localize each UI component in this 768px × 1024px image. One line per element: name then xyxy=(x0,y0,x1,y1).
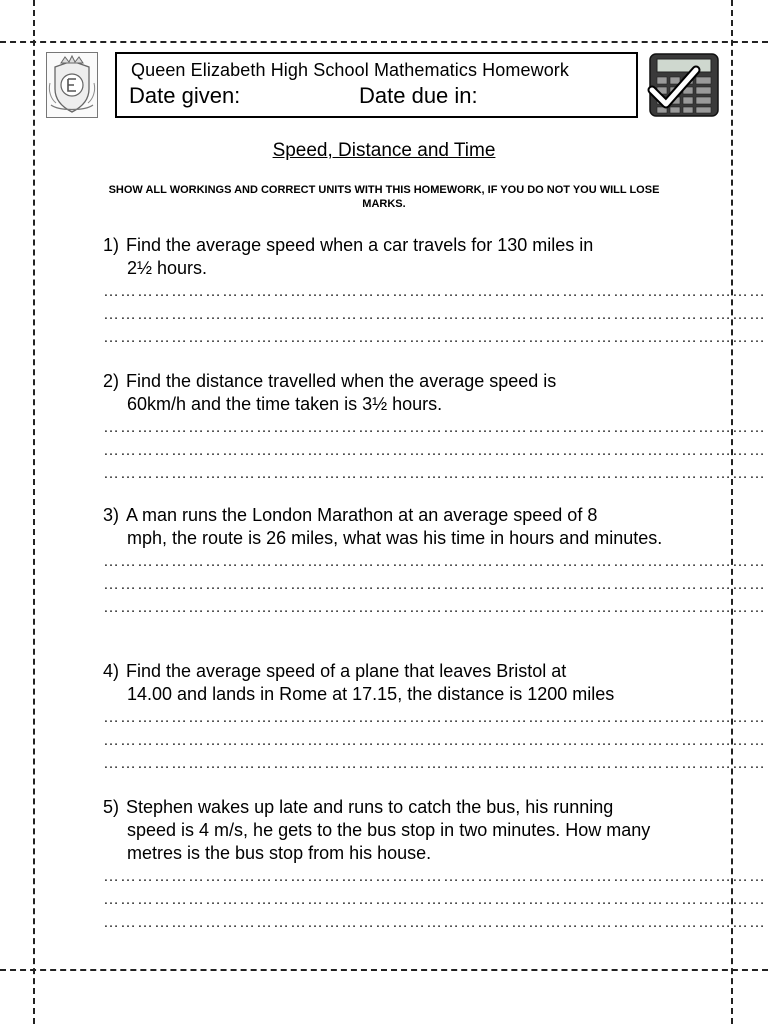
question-number: 5) xyxy=(103,797,120,817)
question-text-continued: 2½ hours. xyxy=(127,258,208,278)
header-box xyxy=(115,52,638,118)
school-title: Queen Elizabeth High School Mathematics Homework xyxy=(131,60,570,80)
answer-line[interactable]: ……………………………………………………………………………………………………… xyxy=(103,755,766,772)
date-given-label: Date given: xyxy=(129,83,241,108)
question-5 xyxy=(103,796,766,934)
question-number: 4) xyxy=(103,661,120,681)
page-title: Speed, Distance and Time xyxy=(272,140,496,161)
question-4 xyxy=(103,660,766,775)
top-cut-line xyxy=(0,41,768,43)
question-text-continued: 60km/h and the time taken is 3½ hours. xyxy=(127,394,443,414)
answer-line[interactable]: ……………………………………………………………………………………………………… xyxy=(103,576,766,593)
calculator-check-icon xyxy=(648,52,720,118)
answer-line[interactable]: ……………………………………………………………………………………………………… xyxy=(103,442,766,459)
question-number: 1) xyxy=(103,235,120,255)
question-text-continued: mph, the route is 26 miles, what was his time in hours and minutes. xyxy=(127,528,663,548)
answer-line[interactable]: ……………………………………………………………………………………………………… xyxy=(103,419,766,436)
question-text: Find the distance travelled when the average speed is xyxy=(126,371,557,391)
answer-line[interactable]: ……………………………………………………………………………………………………… xyxy=(103,306,766,323)
answer-line[interactable]: ……………………………………………………………………………………………………… xyxy=(103,891,766,908)
question-text: Find the average speed of a plane that leaves Bristol at xyxy=(126,661,567,681)
answer-line[interactable]: ……………………………………………………………………………………………………… xyxy=(103,914,766,931)
question-number: 2) xyxy=(103,371,120,391)
question-1 xyxy=(103,234,766,349)
answer-line[interactable]: ……………………………………………………………………………………………………… xyxy=(103,553,766,570)
bottom-cut-line xyxy=(0,969,768,971)
school-crest-icon xyxy=(46,52,98,118)
question-text-continued: 14.00 and lands in Rome at 17.15, the distance is 1200 miles xyxy=(127,684,615,704)
answer-line[interactable]: ……………………………………………………………………………………………………… xyxy=(103,465,766,482)
answer-line[interactable]: ……………………………………………………………………………………………………… xyxy=(103,329,766,346)
answer-line[interactable]: ……………………………………………………………………………………………………… xyxy=(103,599,766,616)
answer-line[interactable]: ……………………………………………………………………………………………………… xyxy=(103,283,766,300)
date-due-label: Date due in: xyxy=(359,83,478,108)
instructions-notice: SHOW ALL WORKINGS AND CORRECT UNITS WITH THIS HOMEWORK, IF YOU DO NOT YOU WILL LOSE MARKS. xyxy=(108,184,660,210)
question-text-continued: speed is 4 m/s, he gets to the bus stop in two minutes. How many metres is the bus stop from his house. xyxy=(127,820,651,863)
question-text: Stephen wakes up late and runs to catch the bus, his running xyxy=(126,797,614,817)
date-row xyxy=(129,83,478,109)
answer-line[interactable]: ……………………………………………………………………………………………………… xyxy=(103,732,766,749)
question-2 xyxy=(103,370,766,485)
question-text: Find the average speed when a car travels for 130 miles in xyxy=(126,235,594,255)
question-number: 3) xyxy=(103,505,120,525)
question-3 xyxy=(103,504,766,619)
question-text: A man runs the London Marathon at an average speed of 8 xyxy=(126,505,598,525)
answer-line[interactable]: ……………………………………………………………………………………………………… xyxy=(103,868,766,885)
answer-line[interactable]: ……………………………………………………………………………………………………… xyxy=(103,709,766,726)
